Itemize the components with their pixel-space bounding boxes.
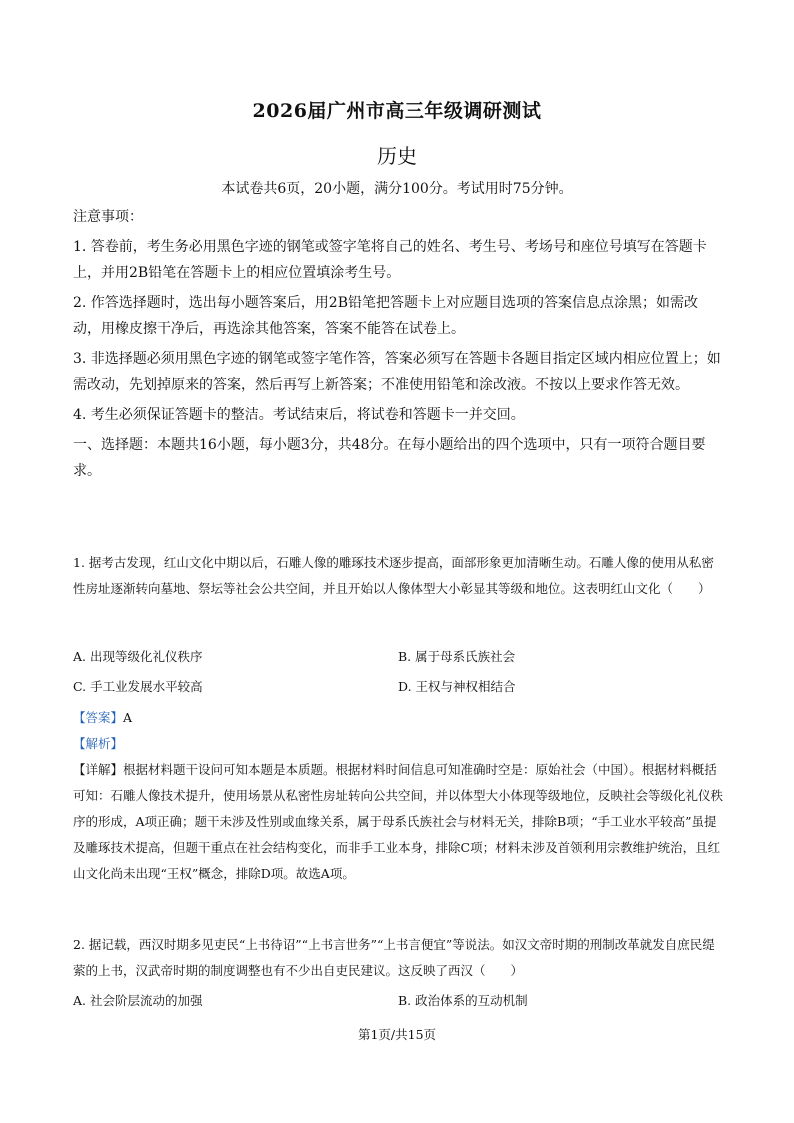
answer-line xyxy=(73,705,723,731)
page-number: 第1页/共15页 xyxy=(357,1027,437,1042)
question-2 xyxy=(73,932,723,984)
note-item: 2. 作答选择题时，选出每小题答案后，用2B铅笔把答题卡上对应题目选项的答案信息点涂黑；如需改动，用橡皮擦干净后，再选涂其他答案，答案不能答在试卷上。 xyxy=(73,295,699,337)
section-intro: 一、选择题：本题共16小题，每小题3分，共48分。在每小题给出的四个选项中，只有一项符合题目要求。 xyxy=(73,437,706,479)
exam-info: 本试卷共6页，20小题，满分100分。考试用时75分钟。 xyxy=(221,181,573,197)
notes-heading: 注意事项： xyxy=(73,209,143,225)
option-c: C. 手工业发展水平较高 xyxy=(73,679,203,694)
option-a: A. 社会阶层流动的加强 xyxy=(73,993,203,1008)
question-stem: 2. 据记载，西汉时期多见吏民“上书待诏”“上书言世务”“上书言便宜”等说法。如汉文帝时期的刑制改革就发自庶民缇萦的上书，汉武帝时期的制度调整也有不少出自吏民建议。这反映了西汉（ ） xyxy=(73,937,715,978)
exam-title: 2026届广州市高三年级调研测试 xyxy=(252,100,542,122)
answer-value: A xyxy=(123,710,133,725)
detail-text: 根据材料题干设问可知本题是本质题。根据材料时间信息可知准确时空是：原始社会（中国）。根据材料概括可知：石雕人像技术提升，使用场景从私密性房址转向公共空间，并以体型大小体现等级地位，反映社会等级化礼仪秩序的形成，A项正确；题干未涉及性别或血缘关系，属于母系氏族社会与材料无关，排除B项；“手工业水平较高”虽提及雕琢技术提高，但题干重点在社会结构变化，而非手工业本身，排除C项；材料未涉及首领利用宗教维护统治，且红山文化尚未出现“王权”概念，排除D项。故选A项。 xyxy=(73,762,724,881)
option-d: D. 王权与神权相结合 xyxy=(398,679,516,694)
note-item: 1. 答卷前，考生务必用黑色字迹的钢笔或签字笔将自己的姓名、考生号、考场号和座位号填写在答题卡上，并用2B铅笔在答题卡上的相应位置填涂考生号。 xyxy=(73,239,707,281)
question-1 xyxy=(73,550,723,602)
detail-tag: 【详解】 xyxy=(73,762,124,777)
note-item: 3. 非选择题必须用黑色字迹的钢笔或签字笔作答，答案必须写在答题卡各题目指定区域内相应位置上；如需改动，先划掉原来的答案，然后再写上新答案；不准使用铅笔和涂改液。不按以上要求作答无效。 xyxy=(73,351,721,393)
notes-section xyxy=(73,204,723,488)
note-item: 4. 考生必须保证答题卡的整洁。考试结束后，将试卷和答题卡一并交回。 xyxy=(73,407,525,423)
subject-title: 历史 xyxy=(377,144,417,168)
question-2-options xyxy=(73,986,723,1016)
option-b: B. 属于母系氏族社会 xyxy=(398,649,516,664)
question-1-answer-block xyxy=(73,705,723,887)
option-b: B. 政治体系的互动机制 xyxy=(398,993,528,1008)
question-1-options xyxy=(73,642,723,702)
detail-paragraph xyxy=(73,757,723,887)
question-stem: 1. 据考古发现，红山文化中期以后，石雕人像的雕琢技术逐步提高，面部形象更加清晰生动。石雕人像的使用从私密性房址逐渐转向墓地、祭坛等社会公共空间，并且开始以人像体型大小彰显其等级和地位。这表明红山文化（ ） xyxy=(73,555,714,596)
option-a: A. 出现等级化礼仪秩序 xyxy=(73,649,203,664)
analysis-tag: 【解析】 xyxy=(73,736,124,751)
answer-tag: 【答案】 xyxy=(73,710,124,725)
